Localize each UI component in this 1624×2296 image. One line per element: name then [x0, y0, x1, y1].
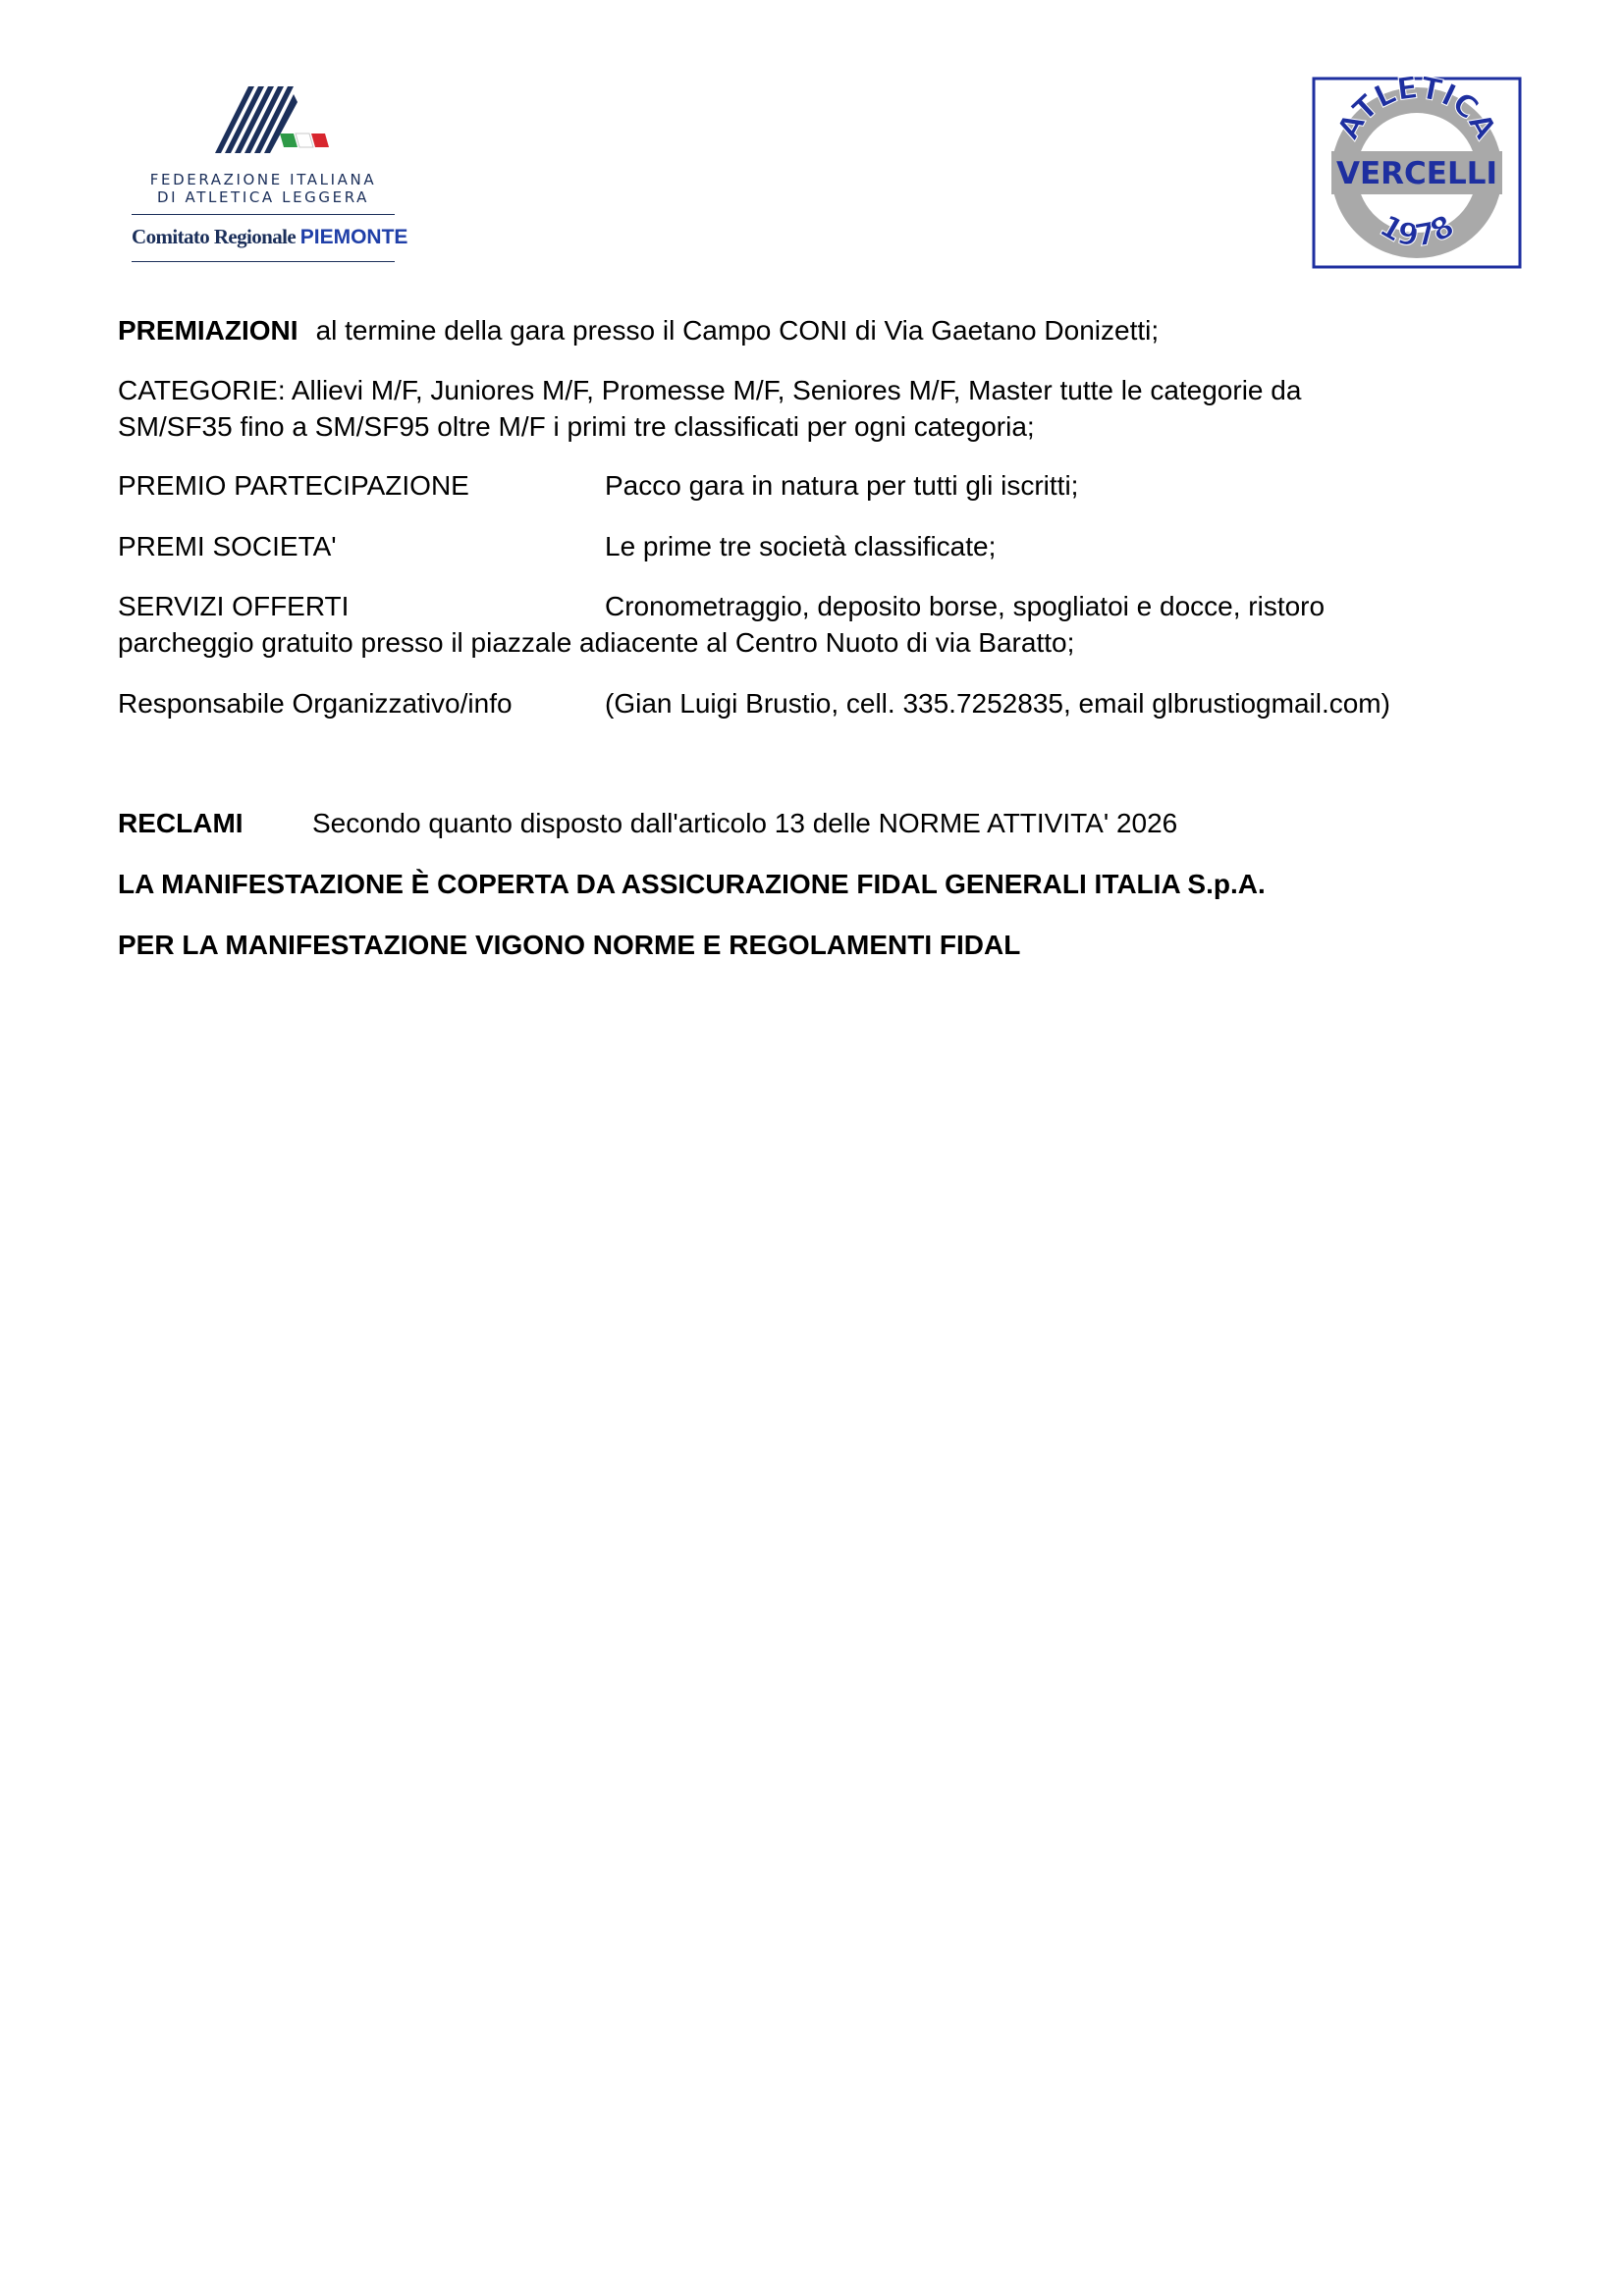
club-logo-top-text: ATLETICA	[1330, 77, 1503, 145]
premio-partecipazione-label: PREMIO PARTECIPAZIONE	[118, 470, 469, 501]
fidal-stripes-emblem	[209, 82, 356, 171]
servizi-offerti-paragraph	[118, 590, 1512, 623]
norme-fidal: PER LA MANIFESTAZIONE VIGONO NORME E REGOLAMENTI FIDAL	[118, 930, 1021, 960]
categorie-line2: SM/SF35 fino a SM/SF95 oltre M/F i primi tre classificati per ogni categoria;	[118, 411, 1035, 442]
categorie-line1: CATEGORIE: Allievi M/F, Juniores M/F, Promesse M/F, Seniores M/F, Master tutte le categorie da	[118, 375, 1302, 405]
fidal-divider-bottom	[132, 261, 395, 262]
fidal-name-line2: DI ATLETICA LEGGERA	[157, 188, 369, 206]
premi-societa-label: PREMI SOCIETA'	[118, 531, 337, 561]
fidal-divider-top	[132, 214, 395, 215]
servizi-offerti-text: Cronometraggio, deposito borse, spogliatoi e docce, ristoro	[605, 591, 1326, 621]
club-logo-middle-text: VERCELLI	[1335, 156, 1498, 191]
reclami-paragraph	[118, 807, 1512, 840]
atletica-vercelli-logo	[1312, 77, 1522, 269]
responsabile-label: Responsabile Organizzativo/info	[118, 688, 513, 719]
responsabile-contact: (Gian Luigi Brustio, cell. 335.7252835, email glbrustiogmail.com)	[605, 688, 1390, 719]
premio-partecipazione-paragraph	[118, 469, 1512, 503]
fidal-region-name: PIEMONTE	[299, 226, 408, 248]
fidal-logo	[126, 82, 408, 269]
responsabile-paragraph	[118, 687, 1512, 721]
premio-partecipazione-text: Pacco gara in natura per tutti gli iscritti;	[605, 470, 1079, 501]
reclami-label: RECLAMI	[118, 808, 244, 838]
premi-societa-text: Le prime tre società classificate;	[605, 531, 997, 561]
premiazioni-text: al termine della gara presso il Campo CONI di Via Gaetano Donizetti;	[315, 315, 1160, 346]
reclami-text: Secondo quanto disposto dall'articolo 13 delle NORME ATTIVITA' 2026	[312, 808, 1178, 838]
club-logo-year: 1978	[1373, 208, 1461, 254]
fidal-name-line1: FEDERAZIONE ITALIANA	[149, 171, 377, 188]
copertura-assicurativa: LA MANIFESTAZIONE È COPERTA DA ASSICURAZIONE FIDAL GENERALI ITALIA S.p.A.	[118, 869, 1266, 899]
fidal-region-prefix: Comitato Regionale	[132, 225, 297, 248]
servizi-offerti-label: SERVIZI OFFERTI	[118, 591, 350, 621]
servizi-offerti-line2: parcheggio gratuito presso il piazzale adiacente al Centro Nuoto di via Baratto;	[118, 627, 1075, 658]
premiazioni-paragraph	[118, 314, 1512, 347]
premi-societa-paragraph	[118, 530, 1512, 563]
fidal-region-label	[132, 225, 408, 249]
premiazioni-label: PREMIAZIONI	[118, 315, 298, 346]
